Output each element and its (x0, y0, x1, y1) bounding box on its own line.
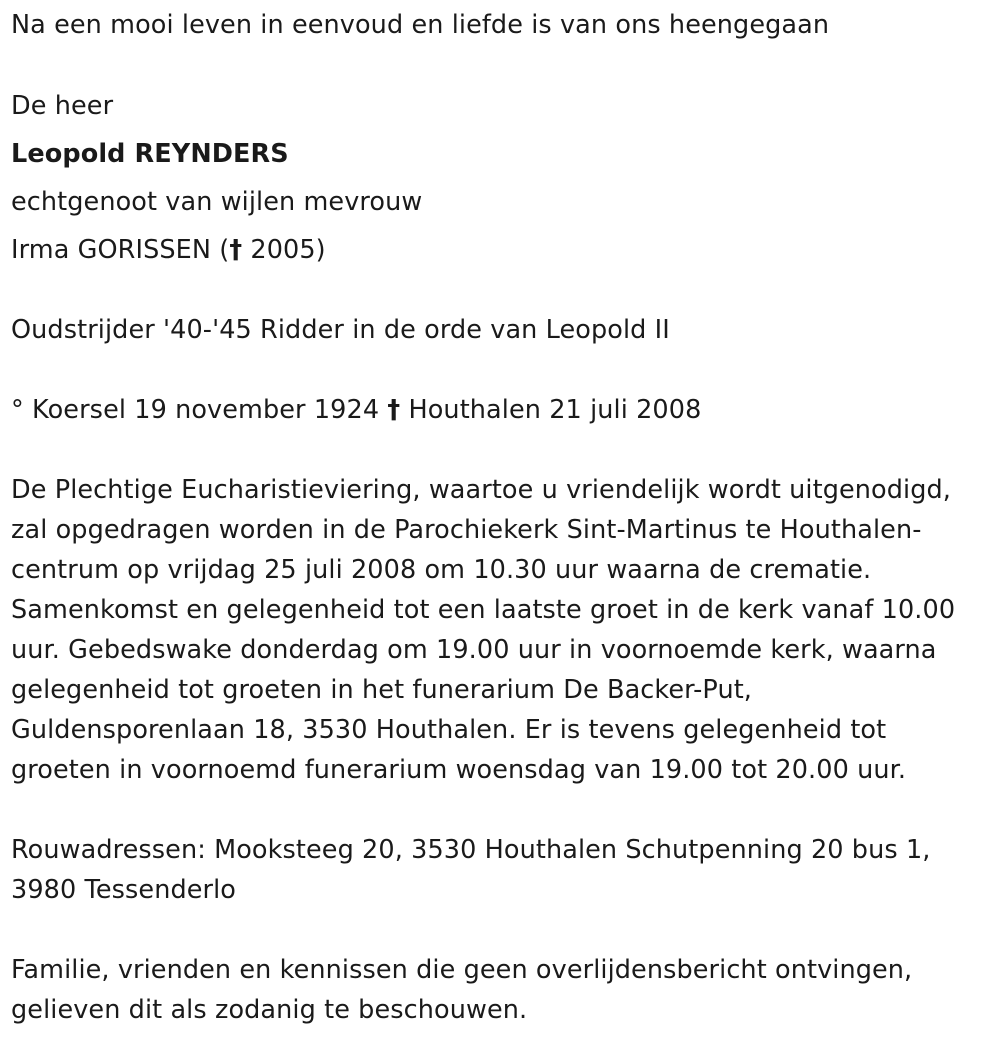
birth-death-line (11, 390, 701, 430)
ceremony-line: zal opgedragen worden in de Parochiekerk Sint-Martinus te Houthalen- (11, 515, 922, 545)
ceremony-line: De Plechtige Eucharistieviering, waartoe u vriendelijk wordt uitgenodigd, (11, 475, 952, 505)
closing-paragraph (11, 950, 996, 1030)
closing-line: gelieven dit als zodanig te beschouwen. (11, 995, 528, 1025)
death-info: Houthalen 21 juli 2008 (408, 395, 702, 425)
cross-icon: † (229, 235, 243, 265)
closing-line: Familie, vrienden en kennissen die geen overlijdensbericht ontvingen, (11, 955, 913, 985)
addresses-paragraph (11, 830, 996, 910)
ceremony-line: centrum op vrijdag 25 juli 2008 om 10.30 uur waarna de crematie. (11, 555, 872, 585)
spouse-info (11, 230, 326, 270)
ceremony-line: Guldensporenlaan 18, 3530 Houthalen. Er is tevens gelegenheid tot (11, 715, 887, 745)
ceremony-line: groeten in voornoemd funerarium woensdag van 19.00 tot 20.00 uur. (11, 755, 907, 785)
ceremony-line: uur. Gebedswake donderdag om 19.00 uur in voornoemde kerk, waarna (11, 635, 937, 665)
spouse-name: Irma GORISSEN ( (11, 235, 230, 265)
spouse-year: 2005) (250, 235, 326, 265)
ceremony-paragraph (11, 470, 996, 790)
address-line: 3980 Tessenderlo (11, 875, 236, 905)
cross-icon: † (387, 395, 401, 425)
spouse-line: echtgenoot van wijlen mevrouw (11, 187, 423, 217)
intro-text: Na een mooi leven in eenvoud en liefde is van ons heengegaan (11, 10, 830, 40)
address-line: Rouwadressen: Mooksteeg 20, 3530 Houthalen Schutpenning 20 bus 1, (11, 835, 931, 865)
deceased-name: Leopold REYNDERS (11, 139, 289, 169)
birth-info: ° Koersel 19 november 1924 (11, 395, 380, 425)
salutation: De heer (11, 91, 114, 121)
ceremony-line: Samenkomst en gelegenheid tot een laatste groet in de kerk vanaf 10.00 (11, 595, 956, 625)
ceremony-line: gelegenheid tot groeten in het funerarium De Backer-Put, (11, 675, 753, 705)
honours-text: Oudstrijder '40-'45 Ridder in de orde van Leopold II (11, 315, 670, 345)
